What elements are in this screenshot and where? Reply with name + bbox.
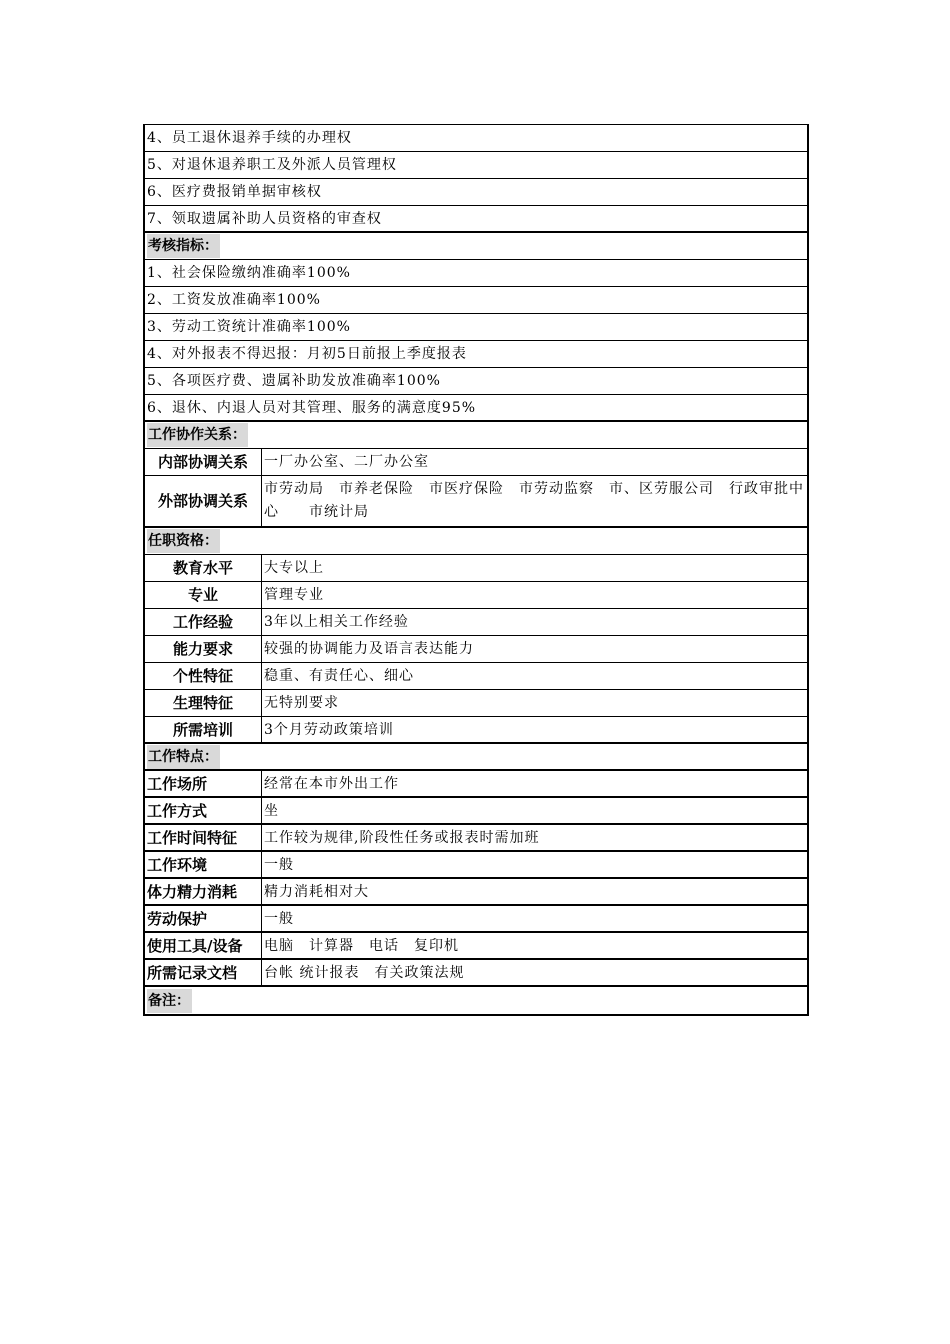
qualification-value: 无特别要求 — [264, 695, 339, 711]
kpi-item-row — [145, 287, 807, 314]
qualification-label: 教育水平 — [145, 555, 262, 581]
feature-label: 工作方式 — [145, 798, 262, 823]
kpi-item-text: 3、劳动工资统计准确率100% — [147, 319, 351, 335]
feature-label: 工作环境 — [145, 852, 262, 877]
rights-item-row — [145, 179, 807, 206]
kpi-item-row — [145, 341, 807, 368]
qualification-row — [145, 717, 807, 744]
feature-value: 电脑 计算器 电话 复印机 — [264, 937, 459, 954]
remarks-heading: 备注： — [147, 989, 192, 1013]
external-value: 市劳动局 市养老保险 市医疗保险 市劳动监察 市、区劳服公司 行政审批中心 市统计局 — [264, 481, 804, 520]
qualification-value: 大专以上 — [264, 560, 324, 576]
external-label: 外部协调关系 — [145, 476, 262, 526]
feature-label: 体力精力消耗 — [145, 879, 262, 904]
features-heading: 工作特点： — [147, 745, 220, 769]
feature-row — [145, 798, 807, 825]
collab-section-header — [145, 422, 807, 449]
feature-value: 经常在本市外出工作 — [264, 775, 399, 792]
collab-heading: 工作协作关系： — [147, 423, 248, 447]
feature-label: 工作时间特征 — [145, 825, 262, 850]
feature-value: 台帐 统计报表 有关政策法规 — [264, 964, 465, 981]
feature-value: 一般 — [264, 856, 294, 873]
feature-row — [145, 906, 807, 933]
rights-item-text: 5、对退休退养职工及外派人员管理权 — [147, 157, 397, 173]
collab-external-row — [145, 476, 807, 528]
kpi-item-text: 4、对外报表不得迟报：月初5日前报上季度报表 — [147, 346, 467, 362]
feature-label: 劳动保护 — [145, 906, 262, 931]
qualification-row — [145, 636, 807, 663]
rights-item-row — [145, 152, 807, 179]
feature-row — [145, 879, 807, 906]
qualification-label: 所需培训 — [145, 717, 262, 742]
kpi-heading: 考核指标： — [147, 234, 220, 258]
feature-value: 坐 — [264, 802, 279, 819]
kpi-item-text: 5、各项医疗费、遗属补助发放准确率100% — [147, 373, 441, 389]
kpi-item-text: 6、退休、内退人员对其管理、服务的满意度95% — [147, 399, 477, 416]
feature-row — [145, 852, 807, 879]
feature-value: 一般 — [264, 910, 294, 927]
internal-value: 一厂办公室、二厂办公室 — [264, 454, 429, 470]
feature-row — [145, 933, 807, 960]
qualification-value: 3年以上相关工作经验 — [264, 614, 409, 630]
qualification-label: 工作经验 — [145, 609, 262, 635]
feature-label: 使用工具/设备 — [145, 933, 262, 958]
remarks-section-header — [145, 987, 807, 1014]
qualification-row — [145, 690, 807, 717]
qualification-row — [145, 609, 807, 636]
rights-item-row — [145, 206, 807, 233]
rights-item-row — [145, 125, 807, 152]
qualification-label: 专业 — [145, 582, 262, 608]
kpi-item-row — [145, 314, 807, 341]
kpi-item-text: 1、社会保险缴纳准确率100% — [147, 265, 351, 281]
feature-label: 所需记录文档 — [145, 960, 262, 985]
kpi-section-header — [145, 233, 807, 260]
qualification-row — [145, 663, 807, 690]
qualification-label: 生理特征 — [145, 690, 262, 716]
kpi-item-row — [145, 395, 807, 422]
feature-row — [145, 771, 807, 798]
qualification-value: 管理专业 — [264, 587, 324, 603]
qualification-value: 3个月劳动政策培训 — [264, 721, 394, 738]
kpi-item-text: 2、工资发放准确率100% — [147, 292, 321, 308]
qualification-section-header — [145, 528, 807, 555]
feature-row — [145, 825, 807, 852]
qualification-value: 稳重、有责任心、细心 — [264, 668, 414, 684]
rights-item-text: 4、员工退休退养手续的办理权 — [147, 130, 352, 146]
job-description-table — [143, 124, 809, 1016]
qualification-value: 较强的协调能力及语言表达能力 — [264, 641, 474, 657]
rights-item-text: 7、领取遗属补助人员资格的审查权 — [147, 210, 382, 227]
feature-value: 工作较为规律,阶段性任务或报表时需加班 — [264, 829, 540, 846]
collab-internal-row — [145, 449, 807, 476]
qualification-label: 个性特征 — [145, 663, 262, 689]
qualification-row — [145, 582, 807, 609]
kpi-item-row — [145, 260, 807, 287]
feature-value: 精力消耗相对大 — [264, 883, 369, 900]
feature-label: 工作场所 — [145, 771, 262, 796]
qualification-label: 能力要求 — [145, 636, 262, 662]
internal-label: 内部协调关系 — [145, 449, 262, 475]
qualification-heading: 任职资格： — [147, 529, 220, 553]
rights-item-text: 6、医疗费报销单据审核权 — [147, 184, 322, 200]
feature-row — [145, 960, 807, 987]
kpi-item-row — [145, 368, 807, 395]
qualification-row — [145, 555, 807, 582]
features-section-header — [145, 744, 807, 771]
